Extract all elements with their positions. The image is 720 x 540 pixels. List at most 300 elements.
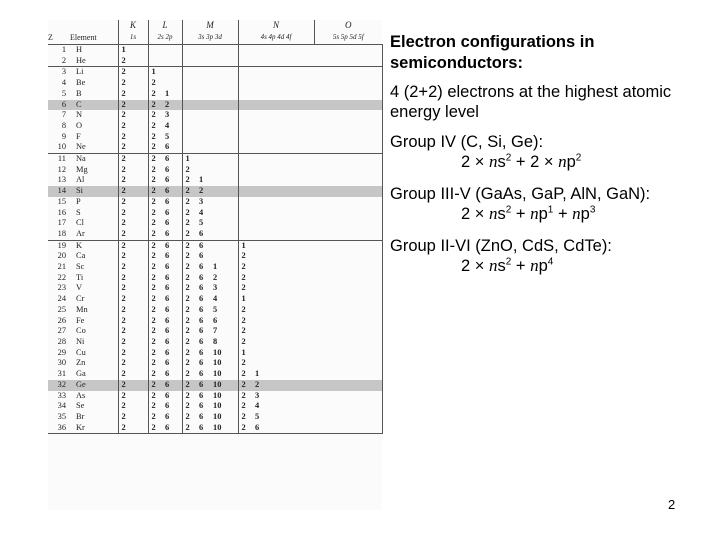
- table-row: [48, 89, 382, 100]
- electron-count-cell: 6: [165, 294, 170, 304]
- electron-count-cell: [238, 78, 252, 89]
- atomic-number-cell: 8: [61, 120, 66, 130]
- electron-count-cell: 2: [238, 251, 252, 262]
- electron-count-cell: [266, 305, 280, 316]
- atomic-number-cell: 25: [57, 304, 66, 314]
- electron-count-cell: 2: [182, 401, 196, 412]
- electron-count-cell: 2: [118, 197, 148, 208]
- electron-count-cell: [280, 165, 314, 176]
- electron-count-cell: 2: [238, 337, 252, 348]
- electron-count-cell: [266, 316, 280, 327]
- electron-count-cell: 6: [199, 251, 204, 261]
- electron-count-cell: [252, 262, 266, 273]
- element-symbol-cell: Sc: [76, 262, 85, 272]
- electron-count-cell: 6: [213, 315, 218, 325]
- electron-count-cell: 3: [255, 390, 260, 400]
- electron-count-cell: [314, 110, 382, 121]
- electron-count-cell: 2: [238, 391, 252, 402]
- electron-count-cell: [252, 45, 266, 56]
- electron-count-cell: 2: [118, 208, 148, 219]
- element-symbol-cell: Ca: [76, 251, 86, 261]
- electron-count-cell: 6: [165, 315, 170, 325]
- element-symbol-cell: Ar: [76, 228, 85, 238]
- atomic-number-cell: 1: [61, 45, 66, 54]
- electron-count-cell: [266, 273, 280, 284]
- electron-count-cell: 1: [255, 369, 260, 379]
- electron-count-cell: [238, 229, 252, 240]
- electron-count-cell: 2: [182, 229, 196, 240]
- electron-count-cell: 2: [238, 423, 252, 434]
- table-row: [48, 305, 382, 316]
- electron-count-cell: 1: [238, 240, 252, 251]
- element-symbol-cell: Br: [76, 411, 85, 421]
- electron-count-cell: [280, 273, 314, 284]
- atomic-number-cell: 4: [61, 78, 66, 88]
- electron-count-cell: 2: [162, 100, 182, 111]
- element-symbol-cell: Ne: [76, 142, 86, 152]
- electron-count-cell: 2: [148, 273, 162, 284]
- electron-count-cell: [314, 273, 382, 284]
- electron-count-cell: [252, 175, 266, 186]
- electron-count-cell: 2: [182, 412, 196, 423]
- element-symbol-cell: Ge: [70, 380, 118, 391]
- table-row: [48, 186, 382, 197]
- electron-count-cell: [196, 154, 210, 165]
- electron-count-cell: 2: [238, 380, 252, 391]
- electron-count-cell: 2: [148, 89, 162, 100]
- electron-count-cell: [148, 45, 162, 56]
- electron-count-cell: 6: [199, 336, 204, 346]
- electron-count-cell: 6: [199, 294, 204, 304]
- atomic-number-cell: 34: [57, 401, 66, 411]
- formula-text: s: [497, 205, 506, 223]
- element-symbol-cell: Al: [76, 175, 85, 185]
- electron-count-cell: 2: [182, 262, 196, 273]
- electron-count-cell: 3: [213, 283, 218, 293]
- electron-count-cell: [266, 240, 280, 251]
- formula-variable: n: [558, 152, 567, 171]
- z-header-blank: [48, 20, 70, 31]
- formula-text: + 2 ×: [511, 153, 559, 171]
- electron-count-cell: 6: [199, 283, 204, 293]
- electron-count-cell: [314, 251, 382, 262]
- electron-count-cell: [280, 423, 314, 434]
- electron-count-cell: [266, 154, 280, 165]
- table-row: [48, 229, 382, 240]
- electron-count-cell: [196, 100, 210, 111]
- atomic-number-cell: 24: [57, 294, 66, 304]
- electron-count-cell: 6: [165, 175, 170, 185]
- electron-count-cell: 2: [148, 294, 162, 305]
- electron-count-cell: [252, 283, 266, 294]
- atomic-number-cell: 13: [57, 175, 66, 185]
- electron-count-cell: [210, 142, 238, 153]
- electron-count-cell: 2: [148, 229, 162, 240]
- electron-count-cell: [266, 337, 280, 348]
- table-row: [48, 197, 382, 208]
- electron-count-cell: [314, 78, 382, 89]
- text-panel: [390, 32, 710, 288]
- group-ii-vi-formula: [390, 256, 710, 276]
- electron-count-cell: 2: [182, 218, 196, 229]
- electron-count-cell: 6: [165, 218, 170, 228]
- atomic-number-cell: 14: [48, 186, 70, 197]
- electron-count-cell: 6: [199, 315, 204, 325]
- electron-count-cell: [266, 45, 280, 56]
- electron-count-cell: [280, 283, 314, 294]
- element-symbol-cell: Be: [76, 78, 86, 88]
- electron-count-cell: 2: [238, 412, 252, 423]
- subshell-l-header: 2s 2p: [148, 31, 182, 45]
- electron-count-cell: [252, 294, 266, 305]
- electron-count-cell: 2: [118, 142, 148, 153]
- atomic-number-cell: 36: [48, 423, 70, 434]
- electron-count-cell: [314, 121, 382, 132]
- electron-count-cell: 2: [252, 380, 266, 391]
- electron-count-cell: [266, 186, 280, 197]
- electron-count-cell: 2: [118, 283, 148, 294]
- electron-count-cell: [280, 369, 314, 380]
- formula-variable: n: [572, 204, 581, 223]
- electron-count-cell: 2: [118, 316, 148, 327]
- formula-text: +: [511, 257, 531, 275]
- formula-superscript: 2: [505, 256, 512, 268]
- electron-count-cell: 2: [238, 273, 252, 284]
- electron-count-cell: 5: [199, 218, 204, 228]
- electron-count-cell: [266, 78, 280, 89]
- electron-count-cell: 3: [199, 196, 204, 206]
- electron-count-cell: 2: [148, 412, 162, 423]
- element-symbol-cell: B: [76, 88, 82, 98]
- electron-count-cell: [280, 251, 314, 262]
- electron-count-cell: [252, 121, 266, 132]
- electron-count-cell: [162, 56, 182, 67]
- configuration-table: [48, 20, 382, 434]
- electron-count-cell: [238, 208, 252, 219]
- table-row: [48, 358, 382, 369]
- electron-count-cell: 2: [118, 121, 148, 132]
- electron-count-cell: [210, 132, 238, 143]
- element-symbol-cell: C: [70, 100, 118, 111]
- shell-k-header: K: [118, 20, 148, 31]
- table-row: [48, 175, 382, 186]
- electron-count-cell: [252, 132, 266, 143]
- electron-count-cell: [252, 208, 266, 219]
- electron-count-cell: [280, 78, 314, 89]
- electron-count-cell: [266, 100, 280, 111]
- electron-count-cell: [280, 337, 314, 348]
- element-symbol-cell: Kr: [70, 423, 118, 434]
- electron-count-cell: [210, 229, 238, 240]
- electron-count-cell: [238, 175, 252, 186]
- electron-count-cell: [210, 251, 238, 262]
- electron-count-cell: 2: [118, 369, 148, 380]
- electron-count-cell: [314, 67, 382, 78]
- electron-count-cell: 2: [182, 208, 196, 219]
- electron-count-cell: [266, 369, 280, 380]
- table-row: [48, 154, 382, 165]
- electron-count-cell: [266, 283, 280, 294]
- electron-count-cell: [210, 78, 238, 89]
- electron-count-cell: [280, 218, 314, 229]
- electron-count-cell: 2: [182, 348, 196, 359]
- electron-count-cell: [238, 132, 252, 143]
- electron-count-cell: 6: [199, 272, 204, 282]
- electron-count-cell: [314, 380, 382, 391]
- electron-count-cell: [210, 218, 238, 229]
- electron-count-cell: 6: [165, 272, 170, 282]
- electron-count-cell: 6: [199, 304, 204, 314]
- electron-count-cell: [266, 401, 280, 412]
- electron-count-cell: [238, 154, 252, 165]
- electron-count-cell: [210, 121, 238, 132]
- formula-text: p: [566, 153, 576, 171]
- electron-count-cell: [196, 89, 210, 100]
- element-symbol-cell: Ni: [76, 336, 85, 346]
- electron-count-cell: [266, 121, 280, 132]
- electron-count-cell: [196, 56, 210, 67]
- subshell-n-header: 4s 4p 4d 4f: [238, 31, 314, 45]
- electron-count-cell: [252, 240, 266, 251]
- electron-count-cell: 2: [118, 305, 148, 316]
- formula-text: +: [553, 205, 573, 223]
- electron-count-cell: [280, 132, 314, 143]
- electron-count-cell: [210, 240, 238, 251]
- atomic-number-cell: 27: [57, 326, 66, 336]
- electron-count-cell: 2: [182, 358, 196, 369]
- element-symbol-cell: P: [76, 196, 81, 206]
- electron-count-cell: [266, 251, 280, 262]
- electron-count-cell: 2: [182, 326, 196, 337]
- electron-count-cell: 6: [252, 423, 266, 434]
- electron-count-cell: [210, 175, 238, 186]
- electron-count-cell: 6: [162, 240, 182, 251]
- electron-count-cell: [252, 154, 266, 165]
- electron-count-cell: [280, 186, 314, 197]
- electron-count-cell: 6: [165, 347, 170, 357]
- electron-count-cell: [210, 208, 238, 219]
- electron-count-cell: 6: [162, 423, 182, 434]
- electron-count-cell: 2: [118, 229, 148, 240]
- electron-count-cell: [148, 56, 162, 67]
- electron-count-cell: 2: [118, 294, 148, 305]
- atomic-number-cell: 31: [57, 369, 66, 379]
- atomic-number-cell: 32: [48, 380, 70, 391]
- electron-count-cell: 6: [196, 240, 210, 251]
- group-iv-label: Group IV (C, Si, Ge):: [390, 133, 544, 151]
- electron-count-cell: [162, 45, 182, 56]
- element-header-blank: [70, 20, 118, 31]
- electron-count-cell: [266, 380, 280, 391]
- electron-count-cell: [280, 412, 314, 423]
- electron-count-cell: [252, 110, 266, 121]
- electron-count-cell: 10: [213, 390, 222, 400]
- electron-count-cell: [182, 132, 196, 143]
- electron-count-cell: [182, 142, 196, 153]
- electron-count-cell: [266, 218, 280, 229]
- table-row: [48, 316, 382, 327]
- formula-text: 2 ×: [461, 205, 489, 223]
- formula-text: p: [538, 205, 548, 223]
- formula-text: 2 ×: [461, 153, 489, 171]
- atomic-number-cell: 6: [48, 100, 70, 111]
- electron-count-cell: 1: [118, 45, 148, 56]
- element-symbol-cell: Se: [76, 401, 85, 411]
- electron-count-cell: [280, 154, 314, 165]
- electron-count-cell: 2: [238, 316, 252, 327]
- electron-count-cell: 2: [148, 283, 162, 294]
- electron-count-cell: [314, 316, 382, 327]
- electron-count-cell: [280, 229, 314, 240]
- electron-count-cell: 2: [148, 218, 162, 229]
- electron-count-cell: 1: [182, 154, 196, 165]
- electron-count-cell: [314, 358, 382, 369]
- electron-configuration-table: [48, 20, 382, 510]
- electron-count-cell: [210, 197, 238, 208]
- formula-superscript: 1: [547, 204, 554, 216]
- table-row: [48, 423, 382, 434]
- atomic-number-cell: 35: [57, 411, 66, 421]
- table-row: [48, 273, 382, 284]
- electron-count-cell: 2: [148, 132, 162, 143]
- atomic-number-cell: 20: [57, 251, 66, 261]
- electron-count-cell: [252, 56, 266, 67]
- electron-count-cell: 1: [199, 175, 204, 185]
- table-row: [48, 369, 382, 380]
- electron-count-cell: 2: [238, 262, 252, 273]
- atomic-number-cell: 7: [61, 110, 66, 120]
- electron-count-cell: 6: [199, 262, 204, 272]
- electron-count-cell: 5: [255, 411, 260, 421]
- electron-count-cell: 6: [199, 326, 204, 336]
- table-body: [48, 45, 382, 434]
- formula-text: p: [538, 257, 548, 275]
- electron-count-cell: 2: [148, 262, 162, 273]
- table-row: [48, 45, 382, 56]
- electron-count-cell: 6: [199, 358, 204, 368]
- electron-count-cell: [314, 218, 382, 229]
- electron-count-cell: 2: [118, 100, 148, 111]
- shell-m-header: M: [182, 20, 238, 31]
- electron-count-cell: [238, 121, 252, 132]
- electron-count-cell: [238, 45, 252, 56]
- electron-count-cell: [314, 89, 382, 100]
- electron-count-cell: [266, 262, 280, 273]
- electron-count-cell: 2: [148, 208, 162, 219]
- electron-count-cell: [314, 165, 382, 176]
- electron-count-cell: [196, 78, 210, 89]
- atomic-number-cell: 10: [57, 142, 66, 152]
- electron-count-cell: 2: [118, 380, 148, 391]
- formula-superscript: 4: [547, 256, 554, 268]
- subshell-o-header: 5s 5p 5d 5f: [314, 31, 382, 45]
- electron-count-cell: [252, 229, 266, 240]
- formula-text: s: [497, 257, 506, 275]
- electron-count-cell: [314, 100, 382, 111]
- table-row: [48, 56, 382, 67]
- electron-count-cell: [266, 326, 280, 337]
- electron-count-cell: [314, 154, 382, 165]
- electron-count-cell: [266, 132, 280, 143]
- table-row: [48, 412, 382, 423]
- electron-count-cell: [280, 316, 314, 327]
- group-iv-formula: [390, 152, 710, 172]
- electron-count-cell: 2: [118, 67, 148, 78]
- electron-count-cell: [314, 348, 382, 359]
- electron-count-cell: [314, 401, 382, 412]
- electron-count-cell: [182, 110, 196, 121]
- electron-count-cell: [238, 142, 252, 153]
- formula-text: +: [511, 205, 531, 223]
- electron-count-cell: 6: [162, 186, 182, 197]
- atomic-number-cell: 17: [57, 218, 66, 228]
- electron-count-cell: [280, 197, 314, 208]
- electron-count-cell: [314, 423, 382, 434]
- electron-count-cell: 2: [182, 283, 196, 294]
- electron-count-cell: 2: [118, 175, 148, 186]
- electron-count-cell: [252, 218, 266, 229]
- electron-count-cell: [238, 218, 252, 229]
- electron-count-cell: 2: [182, 316, 196, 327]
- element-symbol-cell: Ti: [76, 272, 84, 282]
- atomic-number-cell: 18: [57, 228, 66, 238]
- electron-count-cell: [266, 142, 280, 153]
- electron-count-cell: 6: [199, 228, 204, 238]
- formula-text: p: [580, 205, 590, 223]
- electron-count-cell: 2: [213, 272, 218, 282]
- electron-count-cell: [182, 78, 196, 89]
- z-column-header: Z: [48, 31, 70, 45]
- electron-count-cell: 1: [238, 294, 252, 305]
- electron-count-cell: [280, 45, 314, 56]
- electron-count-cell: [182, 89, 196, 100]
- electron-count-cell: 2: [118, 78, 148, 89]
- element-symbol-cell: Co: [76, 326, 86, 336]
- electron-count-cell: 10: [213, 411, 222, 421]
- electron-count-cell: [210, 154, 238, 165]
- shell-n-header: N: [238, 20, 314, 31]
- electron-count-cell: 2: [118, 262, 148, 273]
- element-symbol-cell: Mn: [76, 304, 88, 314]
- atomic-number-cell: 28: [57, 336, 66, 346]
- electron-count-cell: [182, 100, 196, 111]
- electron-count-cell: 2: [118, 358, 148, 369]
- electron-count-cell: 2: [182, 294, 196, 305]
- electron-count-cell: [280, 391, 314, 402]
- electron-count-cell: [182, 121, 196, 132]
- electron-count-cell: [266, 391, 280, 402]
- electron-count-cell: 2: [238, 326, 252, 337]
- table-row: [48, 165, 382, 176]
- electron-count-cell: [266, 229, 280, 240]
- intro-text: 4 (2+2) electrons at the highest atomic energy level: [390, 83, 672, 121]
- electron-count-cell: [280, 262, 314, 273]
- electron-count-cell: [182, 45, 196, 56]
- formula-superscript: 2: [505, 152, 512, 164]
- formula-variable: n: [530, 204, 539, 223]
- electron-count-cell: [238, 100, 252, 111]
- element-symbol-cell: N: [76, 110, 83, 120]
- electron-count-cell: 2: [148, 326, 162, 337]
- electron-count-cell: 4: [165, 120, 170, 130]
- electron-count-cell: [238, 67, 252, 78]
- formula-variable: n: [530, 256, 539, 275]
- electron-count-cell: 2: [182, 197, 196, 208]
- electron-count-cell: [252, 78, 266, 89]
- electron-count-cell: 6: [165, 251, 170, 261]
- electron-count-cell: 4: [213, 294, 218, 304]
- electron-count-cell: [238, 165, 252, 176]
